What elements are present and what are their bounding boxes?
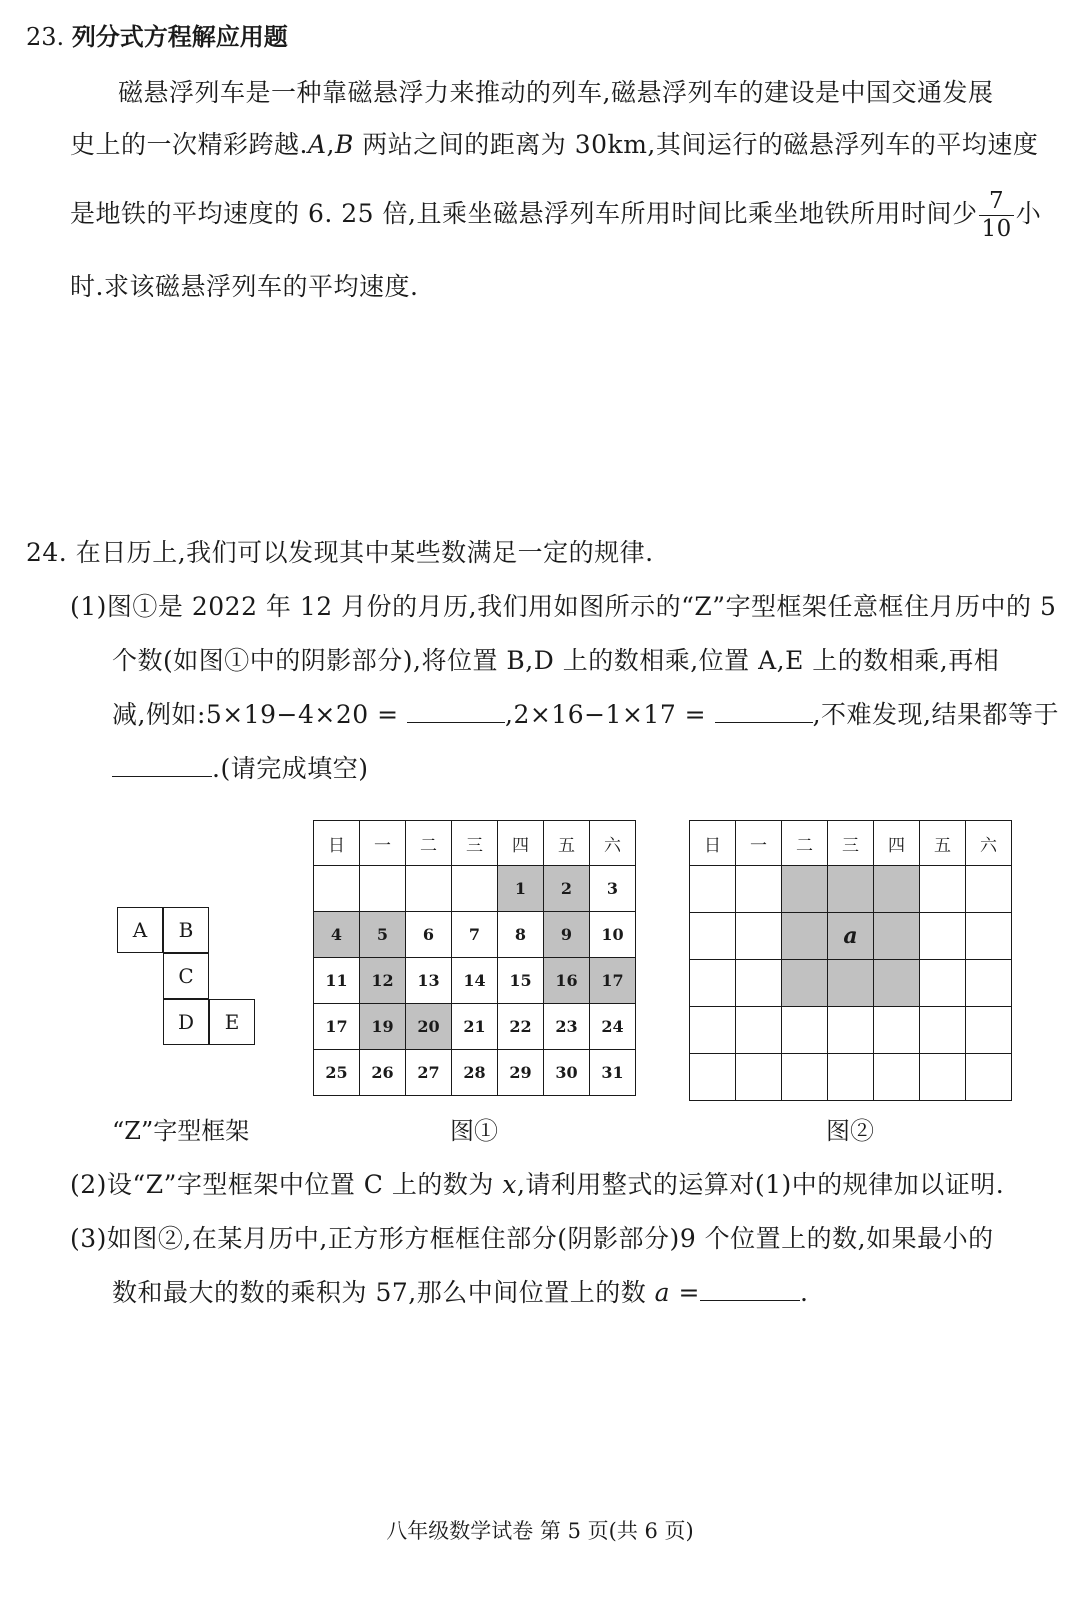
- empty-cell-shaded: [782, 913, 828, 960]
- weekday-cell: 四: [874, 821, 920, 866]
- day-cell: 26: [360, 1050, 406, 1096]
- day-cell-shaded: 20: [406, 1004, 452, 1050]
- calendar-1-row: [314, 866, 636, 912]
- weekday-cell: 六: [590, 821, 636, 866]
- empty-cell: [782, 1054, 828, 1101]
- calendar-2-row: [690, 960, 1012, 1007]
- empty-cell: [874, 1054, 920, 1101]
- day-cell-shaded: 12: [360, 958, 406, 1004]
- day-cell-shaded: 1: [498, 866, 544, 912]
- q23-line-3: 是地铁的平均速度的 6. 25 倍,且乘坐磁悬浮列车所用时间比乘坐地铁所用时间少 $\frac{7}{10}$ 小: [70, 188, 1042, 242]
- z-cell-c: C: [163, 953, 209, 999]
- weekday-cell: 二: [782, 821, 828, 866]
- z-cell-e: E: [209, 999, 255, 1045]
- center-cell-a: a: [828, 913, 874, 960]
- empty-cell: [736, 1054, 782, 1101]
- weekday-cell: 五: [544, 821, 590, 866]
- empty-cell: [920, 960, 966, 1007]
- calendar-figure-1: [313, 820, 636, 1096]
- blank-1[interactable]: [407, 700, 505, 723]
- q24-p1-line-3: 减,例如:5×19−4×20 = ,2×16−1×17 = ,不难发现,结果都等于: [112, 700, 1059, 729]
- day-cell: 23: [544, 1004, 590, 1050]
- empty-cell: [920, 866, 966, 913]
- empty-cell-shaded: [828, 960, 874, 1007]
- q24-number: 24.: [26, 538, 68, 567]
- calendar-2-row: [690, 866, 1012, 913]
- q24-p2: (2)设“Z”字型框架中位置 C 上的数为 x,请利用整式的运算对(1)中的规律加以证明.: [70, 1170, 1005, 1199]
- z-cell-d: D: [163, 999, 209, 1045]
- weekday-cell: 日: [690, 821, 736, 866]
- q23-number: 23.: [26, 23, 65, 51]
- blank-4[interactable]: [700, 1278, 800, 1301]
- empty-cell-shaded: [874, 866, 920, 913]
- calendar-2-row: [690, 1007, 1012, 1054]
- q24-p3-line-1: (3)如图②,在某月历中,正方形方框框住部分(阴影部分)9 个位置上的数,如果最小的: [70, 1224, 994, 1253]
- empty-cell: [966, 1007, 1012, 1054]
- weekday-cell: 二: [406, 821, 452, 866]
- empty-cell: [736, 866, 782, 913]
- calendar-1-header: [314, 821, 636, 866]
- q24-p1-line-2: 个数(如图①中的阴影部分),将位置 B,D 上的数相乘,位置 A,E 上的数相乘,再相: [112, 646, 1000, 675]
- day-cell-shaded: 16: [544, 958, 590, 1004]
- empty-cell: [690, 913, 736, 960]
- empty-cell: [736, 960, 782, 1007]
- empty-cell: [920, 913, 966, 960]
- z-cell-a: A: [117, 907, 163, 953]
- empty-cell: [736, 913, 782, 960]
- empty-cell-shaded: [782, 866, 828, 913]
- empty-cell: [966, 1054, 1012, 1101]
- day-cell-shaded: 5: [360, 912, 406, 958]
- q23-line-2: 史上的一次精彩跨越.A,B 两站之间的距离为 30km,其间运行的磁悬浮列车的平均速度: [70, 130, 1039, 159]
- q24-intro: 24. 在日历上,我们可以发现其中某些数满足一定的规律.: [26, 538, 654, 567]
- calendar-1-row: [314, 1004, 636, 1050]
- empty-cell: [690, 1054, 736, 1101]
- empty-cell: [690, 960, 736, 1007]
- day-cell: 7: [452, 912, 498, 958]
- day-cell: 22: [498, 1004, 544, 1050]
- day-cell-shaded: 9: [544, 912, 590, 958]
- day-cell: 14: [452, 958, 498, 1004]
- empty-cell: [874, 1007, 920, 1054]
- empty-cell-shaded: [782, 960, 828, 1007]
- q23-title: 列分式方程解应用题: [71, 23, 288, 51]
- empty-cell: [966, 866, 1012, 913]
- calendar-1-caption: 图①: [450, 1117, 498, 1145]
- empty-cell-shaded: [874, 960, 920, 1007]
- empty-cell-shaded: [874, 913, 920, 960]
- weekday-cell: 三: [828, 821, 874, 866]
- blank-2[interactable]: [715, 700, 813, 723]
- day-cell-shaded: 17: [590, 958, 636, 1004]
- empty-cell: [920, 1054, 966, 1101]
- empty-cell: [828, 1054, 874, 1101]
- day-cell: 25: [314, 1050, 360, 1096]
- calendar-figure-2: [689, 820, 1012, 1101]
- day-cell: 10: [590, 912, 636, 958]
- calendar-2-row: [690, 913, 1012, 960]
- day-cell: 3: [590, 866, 636, 912]
- calendar-2-row: [690, 1054, 1012, 1101]
- day-cell: 11: [314, 958, 360, 1004]
- q24-p1-line-1: (1)图①是 2022 年 12 月份的月历,我们用如图所示的“Z”字型框架任意框住月历中的 5: [70, 592, 1057, 621]
- z-frame-caption: “Z”字型框架: [112, 1117, 250, 1145]
- weekday-cell: 日: [314, 821, 360, 866]
- weekday-cell: 五: [920, 821, 966, 866]
- empty-cell-shaded: [828, 866, 874, 913]
- day-cell: 13: [406, 958, 452, 1004]
- calendar-2-caption: 图②: [826, 1117, 874, 1145]
- day-cell: 17: [314, 1004, 360, 1050]
- calendar-1-row: [314, 1050, 636, 1096]
- day-cell: 28: [452, 1050, 498, 1096]
- calendar-2-header: [690, 821, 1012, 866]
- weekday-cell: 一: [736, 821, 782, 866]
- day-cell-shaded: 2: [544, 866, 590, 912]
- day-cell: [452, 866, 498, 912]
- page-footer: 八年级数学试卷 第 5 页(共 6 页): [386, 1519, 694, 1543]
- day-cell: 24: [590, 1004, 636, 1050]
- q24-p3-line-2: 数和最大的数的乘积为 57,那么中间位置上的数 a = .: [112, 1278, 809, 1307]
- fraction-7-10: $\frac{7}{10}$: [981, 188, 1012, 242]
- empty-cell: [920, 1007, 966, 1054]
- day-cell: 30: [544, 1050, 590, 1096]
- calendar-1-row: [314, 912, 636, 958]
- day-cell: 29: [498, 1050, 544, 1096]
- day-cell-shaded: 4: [314, 912, 360, 958]
- weekday-cell: 六: [966, 821, 1012, 866]
- day-cell: [360, 866, 406, 912]
- day-cell: 15: [498, 958, 544, 1004]
- day-cell: [314, 866, 360, 912]
- empty-cell: [966, 913, 1012, 960]
- q23-line-1: 磁悬浮列车是一种靠磁悬浮力来推动的列车,磁悬浮列车的建设是中国交通发展: [118, 78, 994, 107]
- day-cell: 6: [406, 912, 452, 958]
- q23-line-4: 时.求该磁悬浮列车的平均速度.: [70, 272, 419, 301]
- empty-cell: [690, 1007, 736, 1054]
- day-cell-shaded: 19: [360, 1004, 406, 1050]
- empty-cell: [828, 1007, 874, 1054]
- weekday-cell: 三: [452, 821, 498, 866]
- weekday-cell: 四: [498, 821, 544, 866]
- day-cell: 31: [590, 1050, 636, 1096]
- day-cell: 21: [452, 1004, 498, 1050]
- day-cell: [406, 866, 452, 912]
- empty-cell: [782, 1007, 828, 1054]
- blank-3[interactable]: [112, 754, 212, 777]
- weekday-cell: 一: [360, 821, 406, 866]
- q23-heading: [26, 22, 288, 52]
- calendar-1-row: [314, 958, 636, 1004]
- day-cell: 27: [406, 1050, 452, 1096]
- day-cell: 8: [498, 912, 544, 958]
- q24-p1-line-4: .(请完成填空): [112, 754, 368, 784]
- empty-cell: [690, 866, 736, 913]
- empty-cell: [736, 1007, 782, 1054]
- empty-cell: [966, 960, 1012, 1007]
- z-cell-b: B: [163, 907, 209, 953]
